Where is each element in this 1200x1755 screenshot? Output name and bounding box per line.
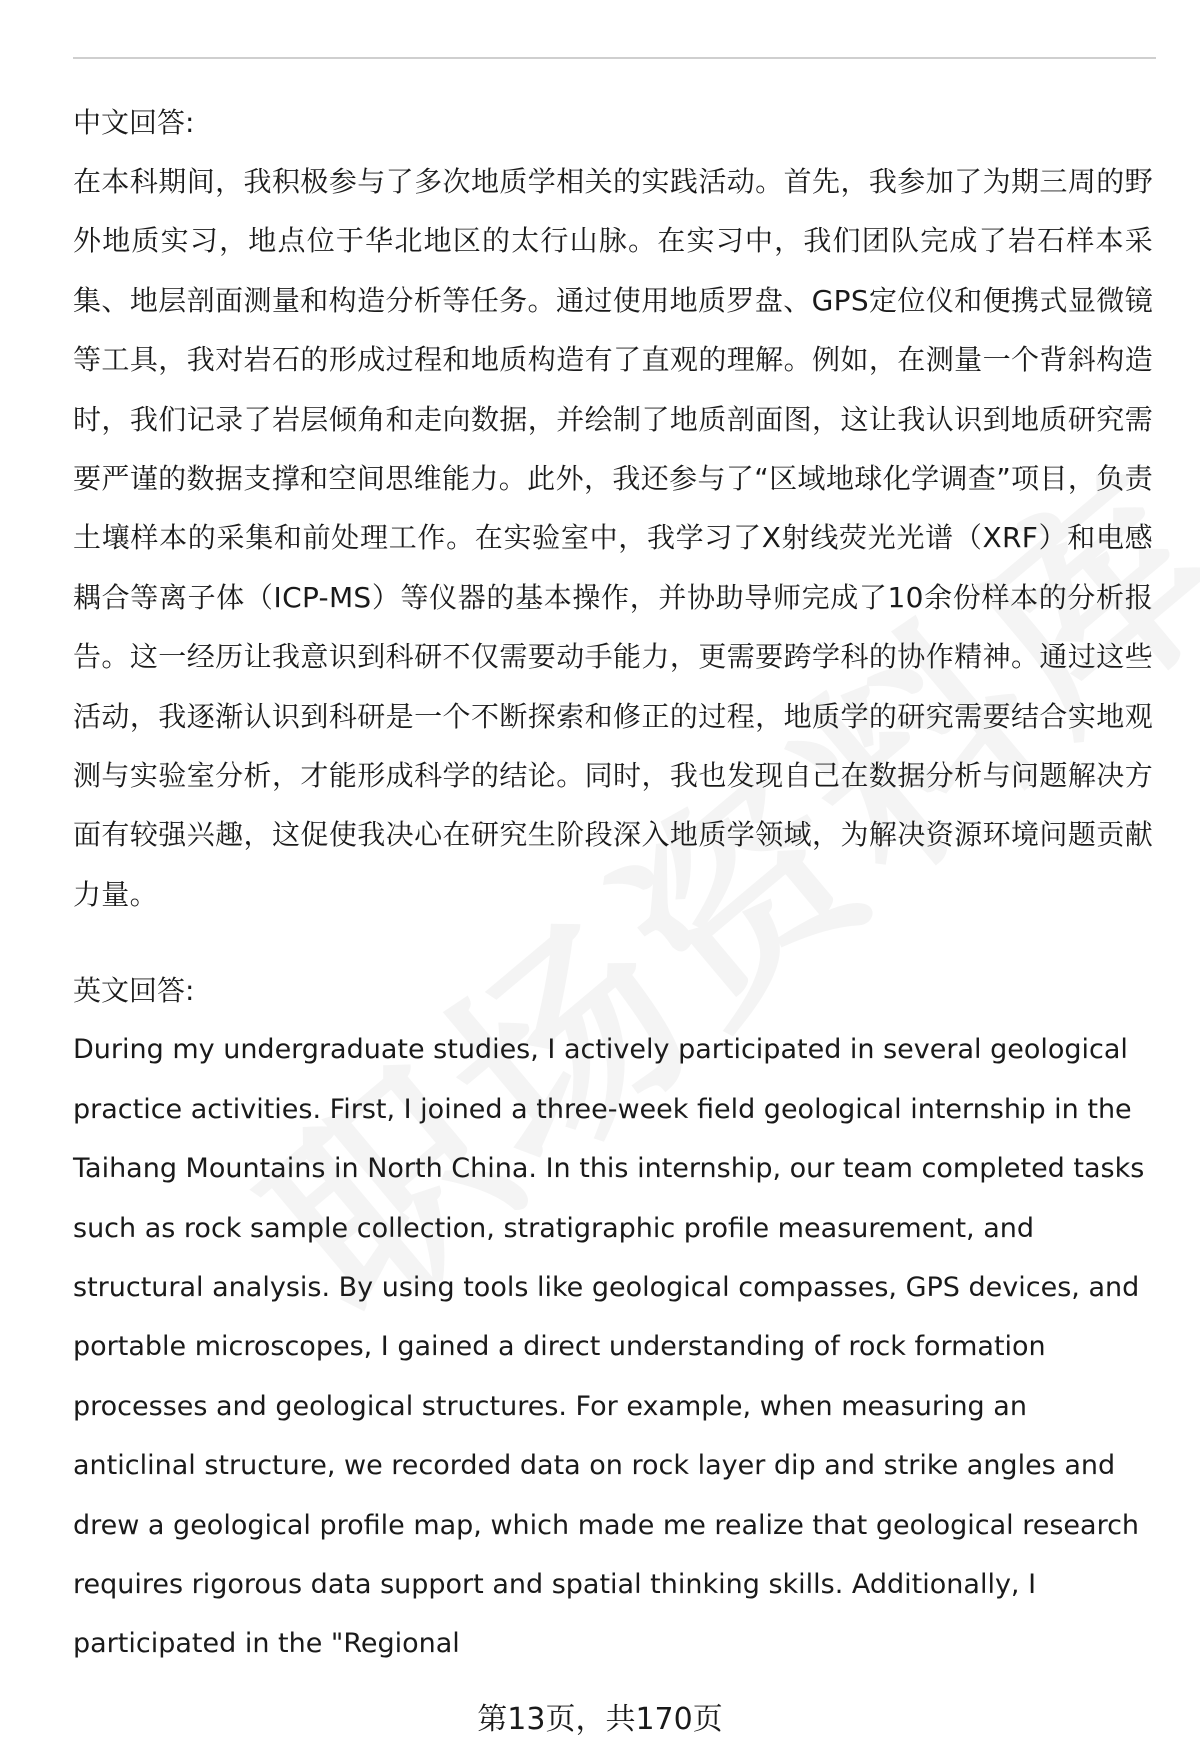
- en-section-heading: 英文回答:: [73, 974, 195, 1008]
- zh-answer-paragraph: 在本科期间，我积极参与了多次地质学相关的实践活动。首先，我参加了为期三周的野外地质实习，地点位于华北地区的太行山脉。在实习中，我们团队完成了岩石样本采集、地层剖面测量和构造分析等任务。通过使用地质罗盘、GPS定位仪和便携式显微镜等工具，我对岩石的形成过程和地质构造有了直观的理解。例如，在测量一个背斜构造时，我们记录了岩层倾角和走向数据，并绘制了地质剖面图，这让我认识到地质研究需要严谨的数据支撑和空间思维能力。此外，我还参与了“区域地球化学调查”项目，负责土壤样本的采集和前处理工作。在实验室中，我学习了X射线荧光光谱（XRF）和电感耦合等离子体（ICP-MS）等仪器的基本操作，并协助导师完成了10余份样本的分析报告。这一经历让我意识到科研不仅需要动手能力，更需要跨学科的协作精神。通过这些活动，我逐渐认识到科研是一个不断探索和修正的过程，地质学的研究需要结合实地观测与实验室分析，才能形成科学的结论。同时，我也发现自己在数据分析与问题解决方面有较强兴趣，这促使我决心在研究生阶段深入地质学领域，为解决资源环境问题贡献力量。: [73, 165, 1153, 911]
- document-body: [73, 93, 1153, 1674]
- zh-section-heading: 中文回答:: [73, 106, 195, 139]
- en-answer-paragraph: During my undergraduate studies, I actively participated in several geological practice activities. First, I joined a three-week field geological internship in the Taihang Mountains in North China. In this internship, our team completed tasks such as rock sample collection, stratigraphic profile measurement, and structural analysis. By using tools like geological compasses, GPS devices, and portable microscopes, I gained a direct understanding of rock formation processes and geological structures. For example, when measuring an anticlinal structure, we recorded data on rock layer dip and strike angles and drew a geological profile map, which made me realize that geological research requires rigorous data support and spatial thinking skills. Additionally, I participated in the "Regional: [73, 1034, 1145, 1660]
- page-number: 第13页，共170页: [477, 1702, 723, 1737]
- header-divider: [73, 57, 1156, 59]
- section-spacer: [73, 924, 1153, 961]
